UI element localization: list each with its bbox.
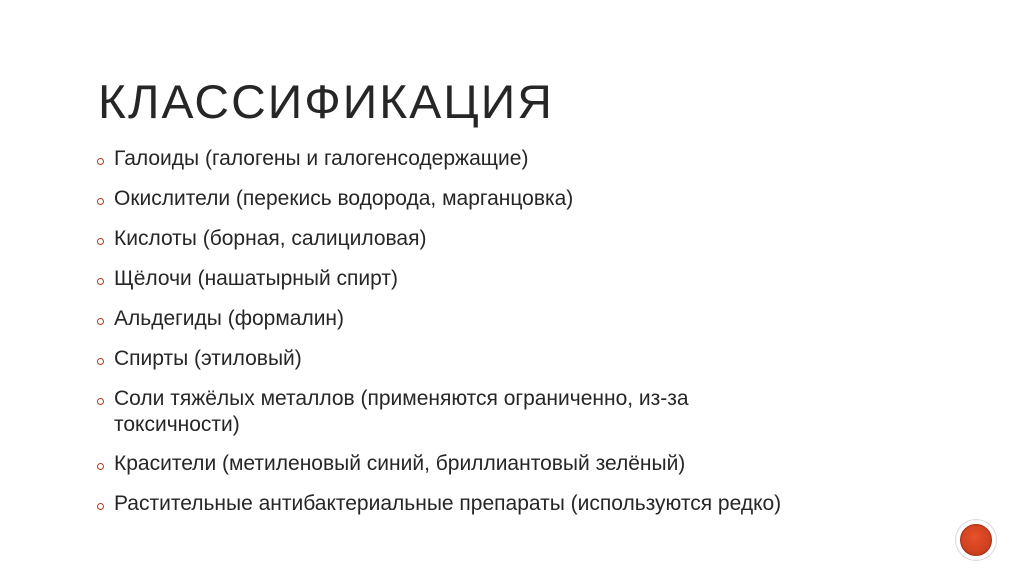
- list-item: [96, 186, 956, 212]
- list-item: [96, 451, 956, 477]
- small-circle-icon: [96, 274, 106, 284]
- small-circle-icon: [96, 194, 106, 204]
- list-item: [96, 146, 956, 172]
- list-item: [96, 346, 956, 372]
- small-circle-icon: [96, 459, 106, 469]
- list-item-text: Красители (метиленовый синий, бриллиантовый зелёный): [114, 452, 686, 475]
- list-item: [96, 226, 956, 252]
- orange-circle-icon: [960, 524, 992, 556]
- small-circle-icon: [96, 394, 106, 404]
- list-item-text: Щёлочи (нашатырный спирт): [114, 267, 398, 290]
- next-slide-button[interactable]: [956, 520, 996, 560]
- list-item-text: Галоиды (галогены и галогенсодержащие): [114, 147, 529, 170]
- list-item-text: Окислители (перекись водорода, марганцовка): [114, 187, 574, 210]
- list-item-text: Альдегиды (формалин): [114, 307, 345, 330]
- list-item-text: Растительные антибактериальные препараты (используются редко): [114, 492, 782, 515]
- list-item: [96, 386, 814, 438]
- bullet-list: [96, 146, 956, 531]
- list-item-text: Кислоты (борная, салициловая): [114, 227, 427, 250]
- list-item: [96, 306, 956, 332]
- small-circle-icon: [96, 314, 106, 324]
- small-circle-icon: [96, 234, 106, 244]
- small-circle-icon: [96, 354, 106, 364]
- list-item-text: Соли тяжёлых металлов (применяются ограниченно, из-за токсичности): [114, 387, 689, 436]
- slide-title: КЛАССИФИКАЦИЯ: [98, 75, 554, 128]
- list-item: [96, 491, 956, 517]
- list-item-text: Спирты (этиловый): [114, 347, 302, 370]
- small-circle-icon: [96, 154, 106, 164]
- small-circle-icon: [96, 499, 106, 509]
- list-item: [96, 266, 956, 292]
